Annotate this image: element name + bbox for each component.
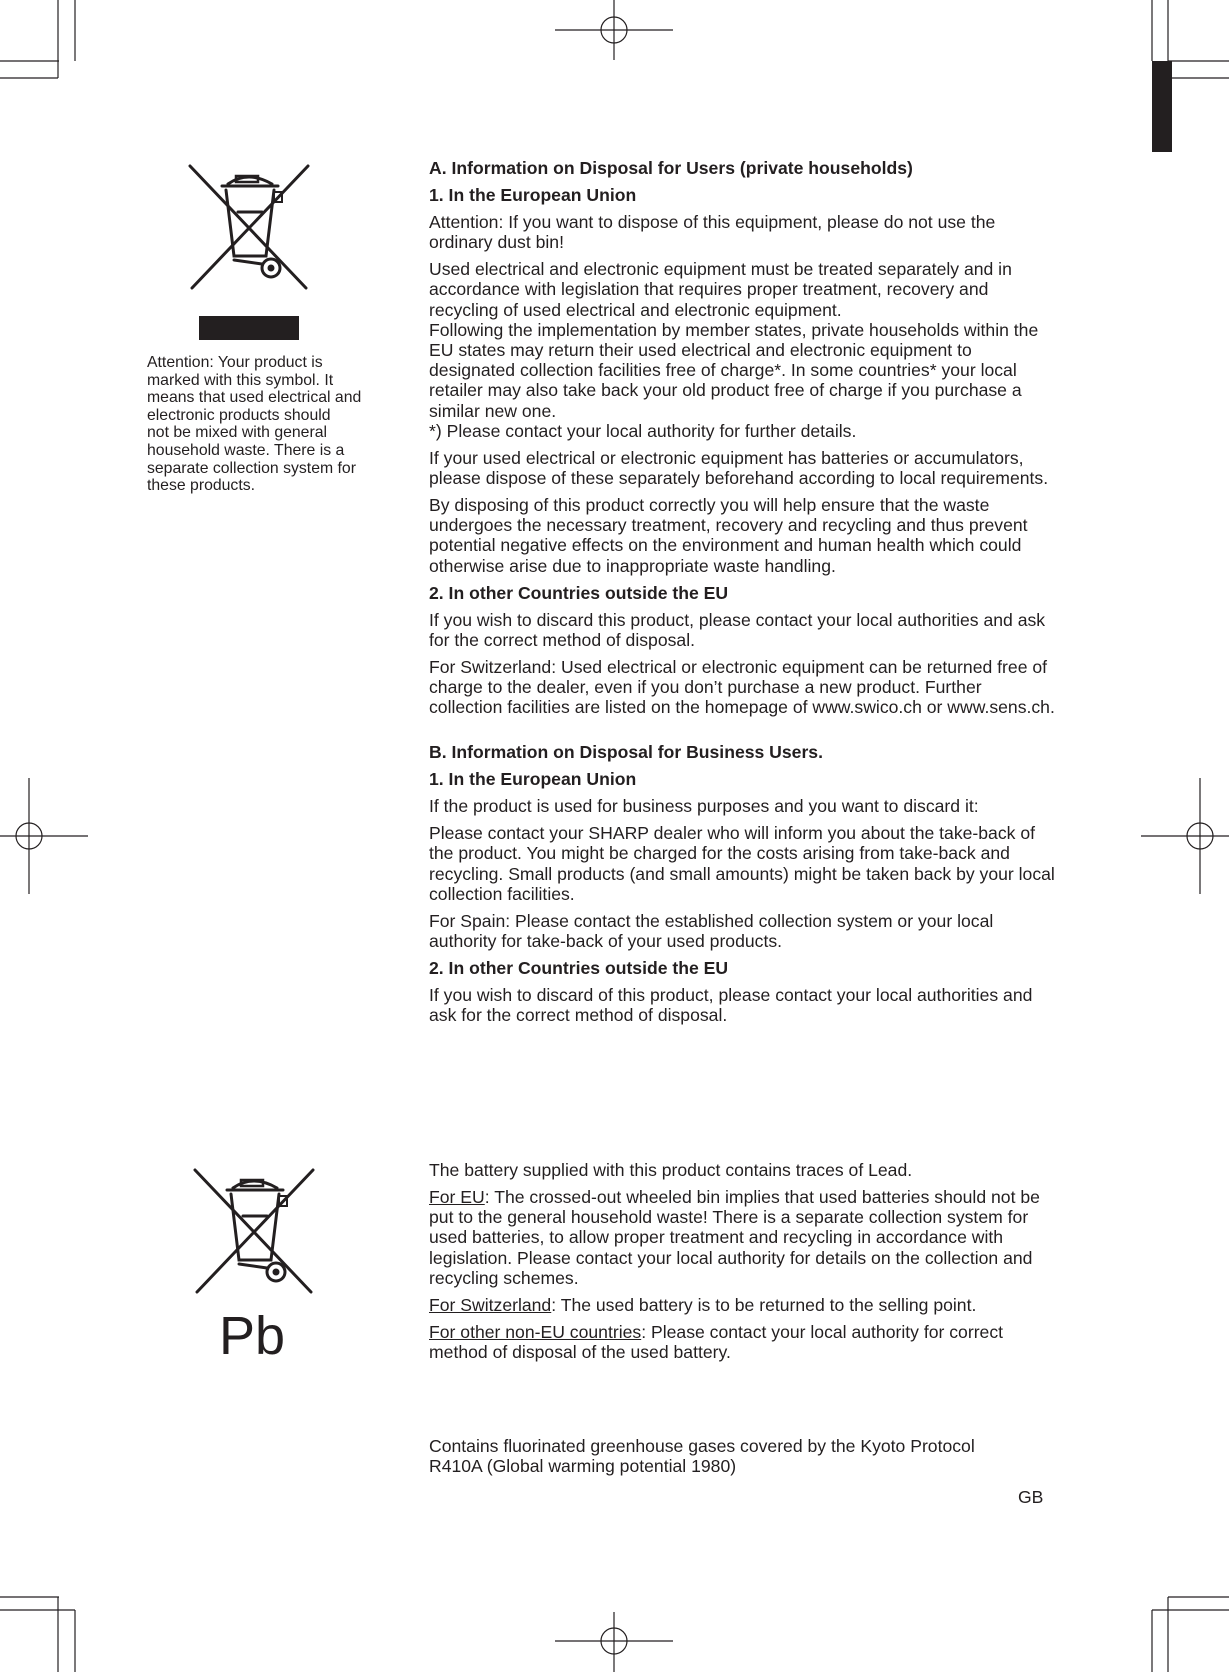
note-line: electronic products should bbox=[147, 406, 331, 424]
page-language-label: GB bbox=[1018, 1487, 1044, 1507]
language-tab-marker bbox=[1152, 61, 1172, 152]
battery-information bbox=[429, 1160, 1059, 1369]
note-line: marked with this symbol. It bbox=[147, 371, 334, 389]
battery-non-eu-label: For other non-EU countries bbox=[429, 1321, 642, 1342]
section-b-spain: For Spain: Please contact the established collection system or your local authority for take-back of your used products. bbox=[429, 910, 994, 952]
section-a-other-heading: 2. In other Countries outside the EU bbox=[429, 582, 729, 603]
section-a-eu-heading: 1. In the European Union bbox=[429, 185, 637, 205]
section-a-heading: A. Information on Disposal for Users (private households) bbox=[429, 158, 913, 178]
section-a-following: Following the implementation by member states, private households within the EU states may return their used electrical and electronic equipment to designated collection facilities free of charge*. In some countries* your local retailer may also take back your old product free of charge if you purchase a similar new one. bbox=[429, 319, 1039, 421]
kyoto-notice bbox=[429, 1436, 1059, 1476]
battery-lead-text: The battery supplied with this product contains traces of Lead. bbox=[429, 1160, 913, 1180]
battery-crossed-out-bin-icon bbox=[190, 1168, 318, 1296]
battery-eu-label: For EU bbox=[429, 1187, 485, 1207]
battery-non-eu bbox=[429, 1322, 1059, 1362]
note-line: these products. bbox=[147, 477, 256, 495]
section-a-switzerland: For Switzerland: Used electrical or electronic equipment can be returned free of charge to the dealer, even if you don’t purchase a new product. Further collection facilities are listed on the homepage of www.swico.ch or www.sens.ch. bbox=[429, 656, 1055, 718]
note-line: household waste. There is a bbox=[147, 441, 345, 459]
note-line: means that used electrical and bbox=[147, 389, 362, 407]
disposal-information bbox=[429, 158, 1059, 1032]
section-a-attention: Attention: If you want to dispose of this equipment, please do not use the ordinary dust bin! bbox=[429, 212, 996, 253]
section-a-used-equipment: Used electrical and electronic equipment must be treated separately and in accordance with legislation that requires proper treatment, recovery and recycling of used electrical and electronic equipment. bbox=[429, 259, 1012, 320]
battery-non-eu-text: : Please contact your local authority for correct method of disposal of the used battery. bbox=[429, 1321, 1004, 1363]
section-b-heading: B. Information on Disposal for Business Users. bbox=[429, 742, 823, 763]
note-line: Attention: Your product is bbox=[147, 354, 323, 371]
battery-switzerland bbox=[429, 1295, 1059, 1315]
section-b-other-text: If you wish to discard of this product, please contact your local authorities and ask for the correct method of disposal. bbox=[429, 985, 1033, 1026]
section-b-contact: Please contact your SHARP dealer who will inform you about the take-back of the product. You might be charged for the costs arising from take-back and recycling. Small products (and small amounts) might be taken back by your local collection facilities. bbox=[429, 823, 1055, 904]
section-b-business-use: If the product is used for business purposes and you want to discard it: bbox=[429, 796, 979, 817]
kyoto-line-1: Contains fluorinated greenhouse gases covered by the Kyoto Protocol bbox=[429, 1436, 975, 1456]
battery-ch-label: For Switzerland bbox=[429, 1294, 552, 1315]
battery-eu-text: : The crossed-out wheeled bin implies that used batteries should not be put to the general household waste! There is a separate collection system for used batteries, to allow proper treatment and recycling in accordance with legislation. Please contact your local authority for details on the collection and recycling schemes. bbox=[429, 1187, 1040, 1288]
crossed-out-bin-icon bbox=[186, 164, 312, 292]
lead-chemical-symbol: Pb bbox=[219, 1306, 286, 1366]
section-a-disposing: By disposing of this product correctly you will help ensure that the waste undergoes the necessary treatment, recovery and recycling and thus prevent potential negative effects on the environment and human health which could otherwise arise due to inappropriate waste handling. bbox=[429, 495, 1028, 576]
battery-ch-text: : The used battery is to be returned to the selling point. bbox=[551, 1294, 977, 1315]
weee-symbol-note bbox=[147, 354, 392, 495]
weee-date-bar bbox=[199, 316, 299, 340]
section-a-batteries: If your used electrical or electronic equipment has batteries or accumulators, please dispose of these separately beforehand according to local requirements. bbox=[429, 447, 1049, 489]
note-line: not be mixed with general bbox=[147, 424, 328, 442]
note-line: separate collection system for bbox=[147, 459, 356, 477]
section-b-eu-heading: 1. In the European Union bbox=[429, 769, 637, 790]
section-b-other-heading: 2. In other Countries outside the EU bbox=[429, 958, 729, 979]
section-a-footnote: *) Please contact your local authority for further details. bbox=[429, 420, 857, 441]
battery-eu bbox=[429, 1187, 1059, 1288]
section-a-other-text: If you wish to discard this product, please contact your local authorities and ask for the correct method of disposal. bbox=[429, 609, 1046, 650]
kyoto-line-2: R410A (Global warming potential 1980) bbox=[429, 1456, 737, 1477]
